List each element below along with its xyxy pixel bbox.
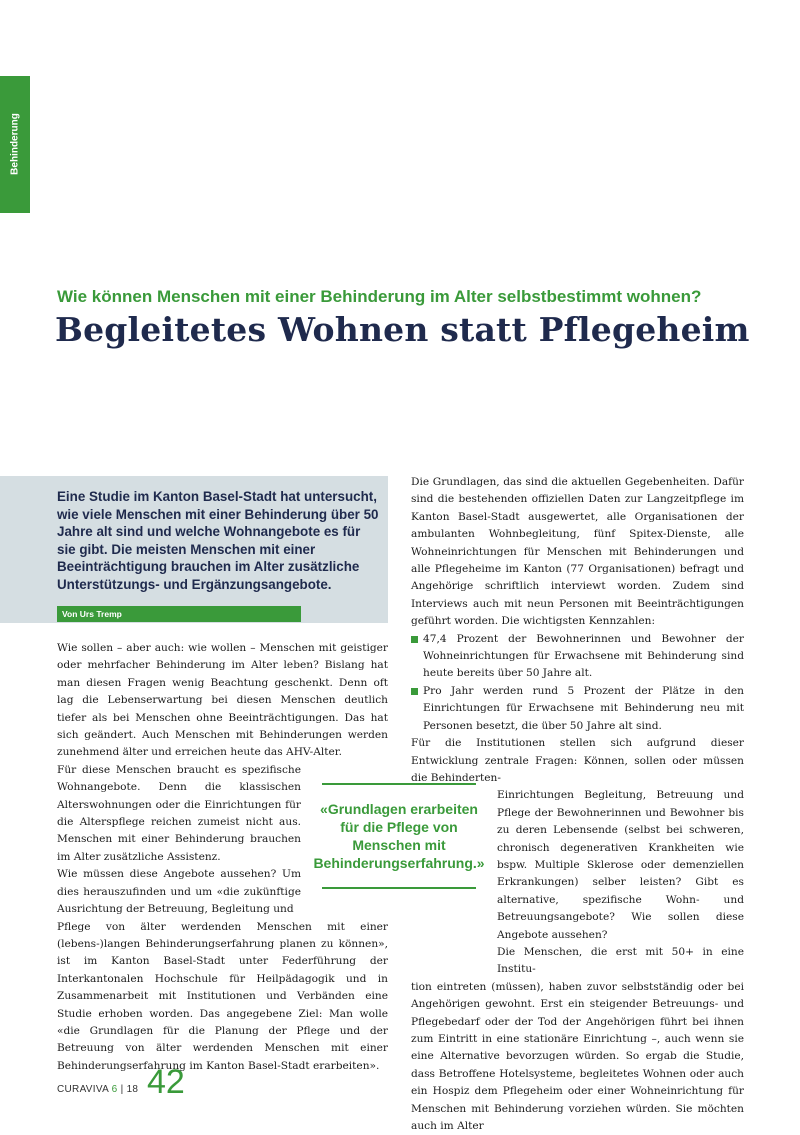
left-paragraph-2: Für diese Menschen braucht es spezifische Wohnangebote. Denn die klassischen Alterswohnungen oder die Einrichtungen für die Alterspflege reichen zumeist nicht aus. Menschen mit einer Behinderung brauchen im Alter zusätzliche Assistenz. [57,763,301,863]
list-item-text: Pro Jahr werden rund 5 Prozent der Plätze in den Einrichtungen für Erwachsene mit Behinderung neu mit Personen besetzt, die über 50 Jahre alt sind. [423,684,744,732]
right-column [411,474,744,1135]
right-paragraph-2b: Einrichtungen Begleitung, Betreuung und Pflege der Bewohnerinnen und Bewohner bis zu deren Lebensende (selbst bei schweren, chronisch degenerativen Krankheiten wie bspw. Multiple Sklerose oder demenziellen Erkrankungen) selber leisten? Gibt es alternative, spezifische Wohn- und Betreuungsangebote? Wie sollen diese Angebote aussehen? [497,789,744,941]
footer-brand [57,1084,138,1095]
issue-separator: | [120,1084,124,1095]
left-paragraph-1: Wie sollen – aber auch: wie wollen – Menschen mit geistiger oder mehrfacher Behinderung im Alter leben? Bislang hat man diesen Fragen wenig Beachtung geschenkt. Denn oft lag die Lebenserwartung bei diesen Menschen deutlich tiefer als bei Menschen ohne Beeinträchtigungen. Das hat sich geändert. Auch Menschen mit Behinderungen werden zunehmend älter und erreichen heute das AHV-Alter. [57,642,388,759]
author-byline: Von Urs Tremp [57,606,301,622]
key-figures-list [411,631,744,735]
bullet-square-icon [411,688,418,695]
page-number: 42 [147,1063,185,1101]
section-tab-label: Behinderung [9,113,21,175]
bullet-square-icon [411,636,418,643]
right-paragraph-3a: Die Menschen, die erst mit 50+ in eine Institu- [497,945,744,976]
magazine-name: CURAVIVA [57,1084,109,1095]
right-paragraph-1: Die Grundlagen, das sind die aktuellen Gegebenheiten. Dafür sind die bestehenden offiziellen Daten zur Langzeitpflege im Kanton Basel-Stadt ausgewertet, alle Organisationen der ambulanten Wohnbegleitung, fünf Spitex-Dienste, alle Wohneinrichtungen für Menschen mit Behinderungen und alle Pflegeheime im Kanton (77 Organisationen) befragt und Angehörige schriftlich interviewt worden. Zudem sind Interviews auch mit neun Personen mit Beeinträchtigungen geführt worden. Die wichtigsten Kennzahlen: [411,476,744,628]
list-item-text: 47,4 Prozent der Bewohnerinnen und Bewohner der Wohneinrichtungen für Erwachsene mit Behinderung sind heute bereits über 50 Jahre alt. [423,632,744,680]
list-item [411,631,744,683]
section-tab [0,76,30,213]
right-paragraph-3b: tion eintreten (müssen), haben zuvor selbstständig oder bei Angehörigen gewohnt. Erst ein steigender Betreuungs- und Pflegebedarf oder der Tod der Angehörigen führt bei ihnen zum Eintritt in eine stationäre Einrichtung –, auch wenn sie eine Alternative bevorzugen würden. So ergab die Studie, dass Betroffene Hotelsysteme, begleitetes Wohnen oder auch ein Hospiz dem Pflegeheim oder einer Wohneinrichtung für Menschen mit Behinderung vorziehen würden. Sie möchten auch im Alter [411,980,744,1133]
list-item [411,683,744,735]
article-kicker: Wie können Menschen mit einer Behinderung im Alter selbstbestimmt wohnen? [57,287,702,306]
article-title: Begleitetes Wohnen statt Pflegeheim [55,310,750,349]
issue-number: 6 [111,1084,118,1095]
pull-quote: «Grundlagen erarbeiten für die Pflege von Menschen mit Behinderungserfahrung.» [322,783,476,889]
left-paragraph-3b: Pflege von älter werdenden Menschen mit einer (lebens-)langen Behinderungserfahrung planen zu können», ist im Kanton Basel-Stadt unter Federführung der Interkantonalen Hochschule für Heilpädagogik und in Zusammenarbeit mit Institutionen und Verbänden eine Studie erhoben worden. Das angegebene Ziel: Man wolle «die Grundlagen für die Planung der Pflege und der Betreuung von älter werdenden Menschen mit einer Behinderungserfahrung im Kanton Basel-Stadt erarbeiten». [57,920,388,1072]
left-paragraph-3a: Wie müssen diese Angebote aussehen? Um dies herauszufinden und um «die zukünftige Ausrichtung der Betreuung, Begleitung und [57,868,301,916]
right-paragraph-2a: Für die Institutionen stellen sich aufgrund dieser Entwicklung zentrale Fragen: Können, sollen oder müssen die Behinderten- [411,737,744,784]
lead-text: Eine Studie im Kanton Basel-Stadt hat untersucht, wie viele Menschen mit einer Behinderung über 50 Jahre alt sind und welche Wohnangebote es für sie gibt. Die meisten Menschen mit einer Beeinträchtigung brauchen im Alter zusätzliche Unterstützungs- und Ergänzungsangebote. [57,489,379,592]
issue-year: 18 [126,1084,139,1095]
